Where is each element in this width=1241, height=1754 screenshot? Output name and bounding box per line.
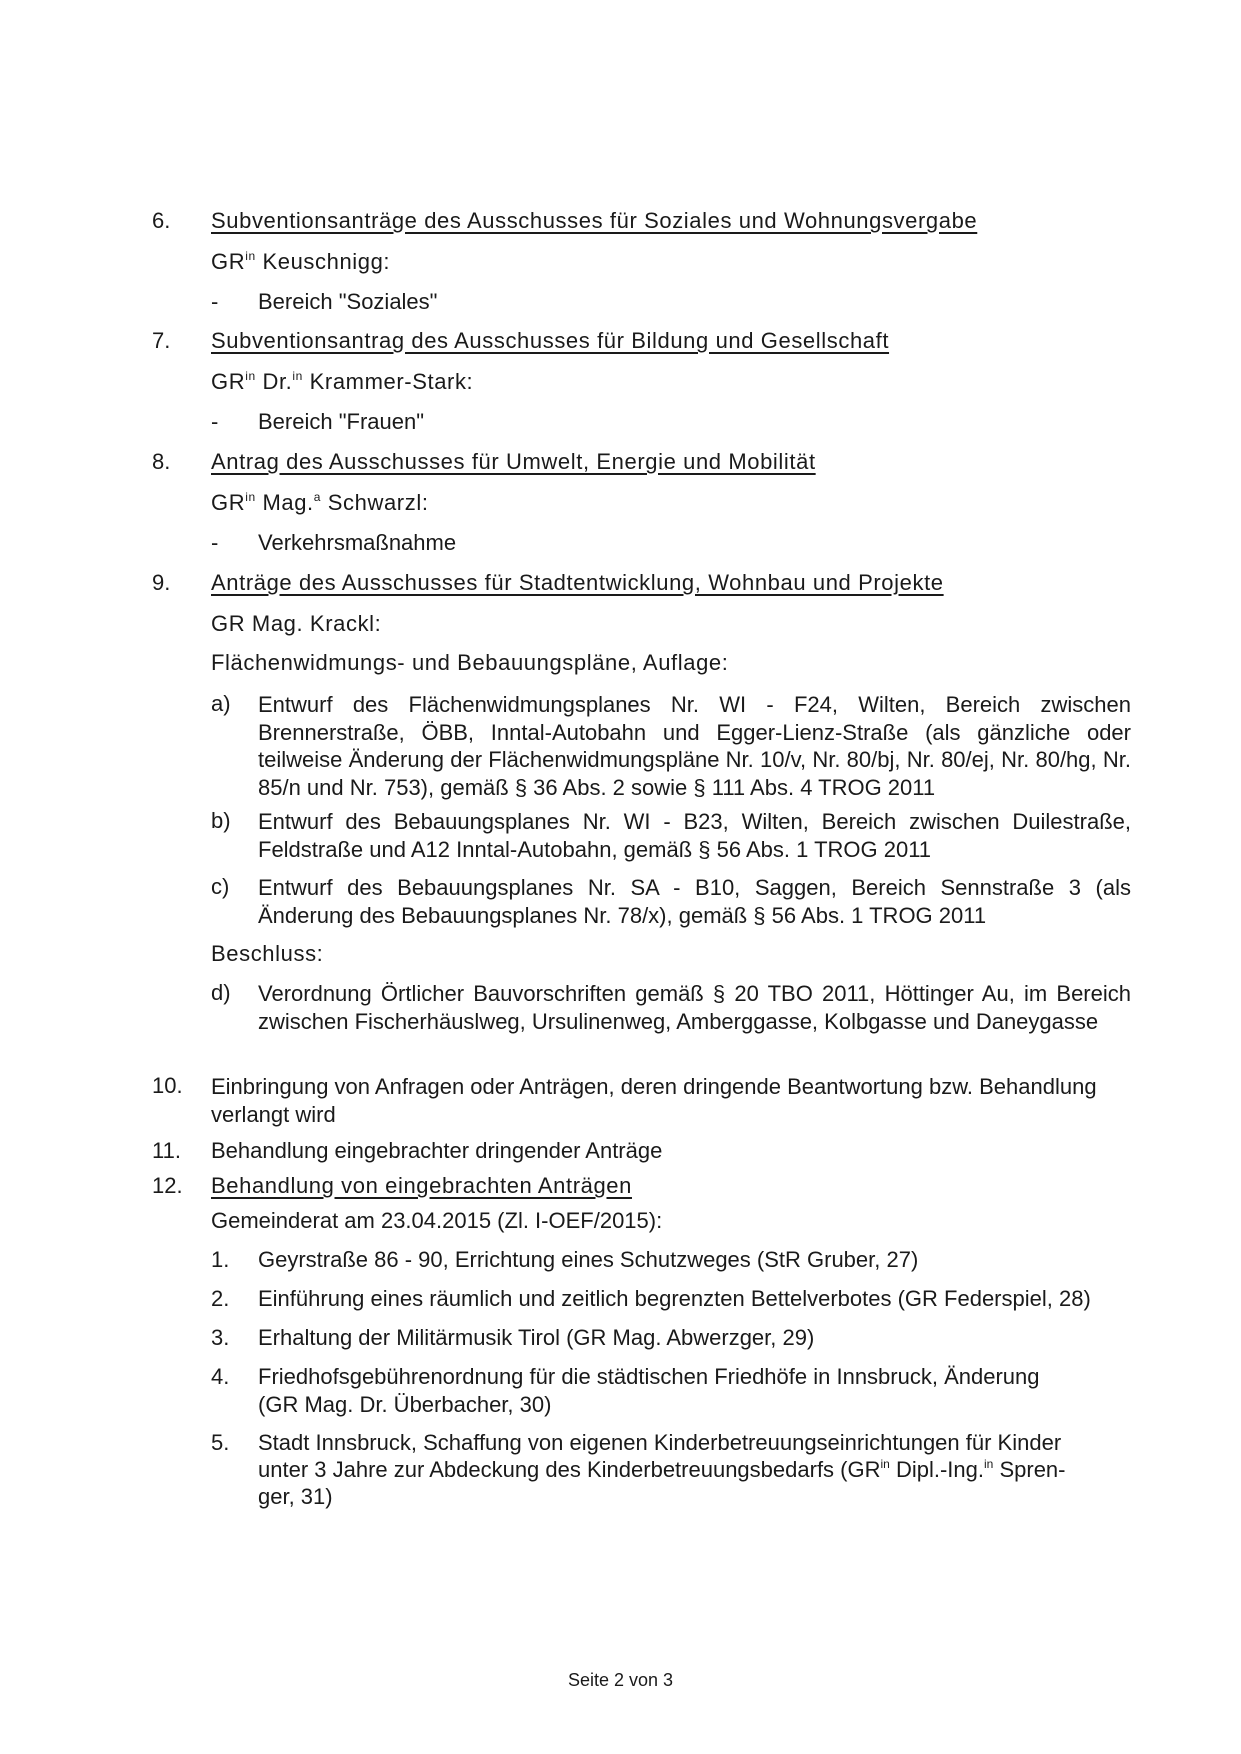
item-number: 7.	[152, 328, 171, 353]
item-title: Subventionsantrag des Ausschusses für Bildung und Gesellschaft	[211, 328, 890, 353]
item-number: 12.	[152, 1173, 183, 1198]
item-number: 6.	[152, 208, 171, 233]
item-title: Subventionsanträge des Ausschusses für Soziales und Wohnungsvergabe	[211, 208, 978, 233]
item-title: Anträge des Ausschusses für Stadtentwicklung, Wohnbau und Projekte	[211, 570, 944, 595]
item-number: 11.	[152, 1138, 181, 1163]
item-number: 9.	[152, 570, 171, 595]
item-title: Antrag des Ausschusses für Umwelt, Energie und Mobilität	[211, 449, 816, 474]
document-page: 6. Subventionsanträge des Ausschusses für Soziales und Wohnungsvergabe $GR^{in}$ Keuschnigg: - Bereich "Soziales" 7. Subventionsantrag des Ausschusses für Bildung und Gesellschaft $GR^{in}$ Dr.$^{in}$ Krammer-Stark: - Bereich "Frauen" 8. Antrag des Ausschusses für Umwelt, Energie und Mobilität $GR^{in}$ Mag.$^a$ Schwarzl: - Verkehrsmaßnahme 9. Anträge des Ausschusses für Stadtentwicklung, Wohnbau und Projekte GR Mag. Krackl: Flächenwidmungs- und Bebauungspläne, Auflage: a) Entwurf des Flächenwidmungsplanes Nr. WI - F24, Wilten, Bereich zwischen Brennerstraße, ÖBB, Inntal-Autobahn und Egger-Lienz-Straße (als gänzliche oder teilweise Änderung der Flächenwidmungspläne Nr. 10/v, Nr. 80/bj, Nr. 80/ej, Nr. 80/hg, Nr. 85/n und Nr. 753), gemäß § 36 Abs. 2 sowie § 111 Abs. 4 TROG 2011 b) Entwurf des Bebauungsplanes Nr. WI - B23, Wilten, Bereich zwischen Duilestraße, Feldstraße und A12 Inntal-Autobahn, gemäß § 56 Abs. 1 TROG 2011 c) Entwurf des Bebauungsplanes Nr. SA - B10, Saggen, Bereich Sennstraße 3 (als Änderung des Bebauungsplanes Nr. 78/x), gemäß § 56 Abs. 1 TROG 2011 Beschluss: d) Verordnung Örtlicher Bauvorschriften gemäß § 20 TBO 2011, Höttinger Au, im Bereich zwischen Fischerhäuslweg, Ursulinenweg, Amberggasse, Kolbgasse und Daneygasse 10. Einbringung von Anfragen oder Anträgen, deren dringende Beantwortung bzw. Behandlung verlangt wird 11. Behandlung eingebrachter dringender Anträge 12. Behandlung von eingebrachten Anträgen Gemeinderat am 23.04.2015 (Zl. I-OEF/2015): 1. Geyrstraße 86 - 90, Errichtung eines Schutzweges (StR Gruber, 27) 2. Einführung eines räumlich und zeitlich begrenzten Bettelverbotes (GR Federspiel, 28) 3. Erhaltung der Militärmusik Tirol (GR Mag. Abwerzger, 29) 4. Friedhofsgebührenordnung für die städtischen Friedhöfe in Innsbruck, Änderung (GR Mag. Dr. Überbacher, 30) 5. Stadt Innsbruck, Schaffung von eigenen Kinderbetreuungseinrichtungen für Kinder unter 3 Jahre zur Abdeckung des Kinderbetreuungsbedarfs ($GR^{in}$ Dipl.-Ing.$^{in}$ Spren- ger, 31) Seite 2 von 3	[0, 0, 1241, 1754]
item-title: Behandlung von eingebrachten Anträgen	[211, 1173, 632, 1198]
page-footer: Seite 2 von 3	[567, 1670, 674, 1690]
item-number: 8.	[152, 449, 171, 474]
item-number: 10.	[152, 1073, 183, 1098]
